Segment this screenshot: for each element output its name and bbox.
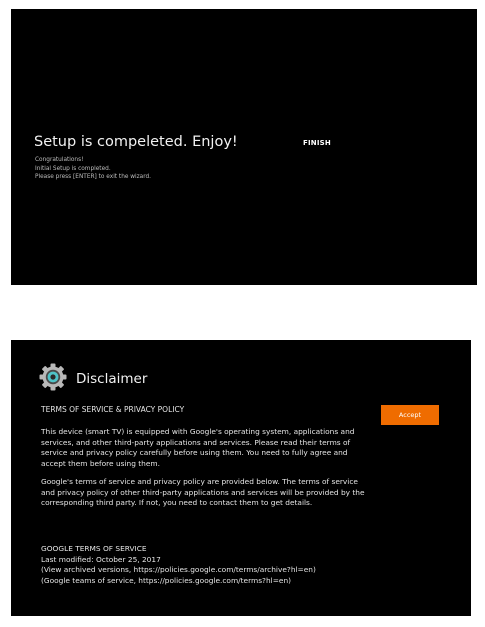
disclaimer-screen (11, 340, 471, 616)
terms-header: TERMS OF SERVICE & PRIVACY POLICY (41, 405, 185, 414)
disclaimer-paragraph-policies: Google's terms of service and privacy policy are provided below. The terms of service and privacy policy of other third-party applications and services will be provided by the corresponding third party. If not, you need to contact them to get details. (41, 477, 365, 508)
gear-icon (38, 362, 68, 392)
setup-complete-screen (11, 9, 477, 285)
disclaimer-paragraph-device: This device (smart TV) is equipped with Google's operating system, applications and services, and other third-party applications and services. Please read their terms of service and privacy policy carefully before using them. You need to fully agree and accept them before using them. (41, 427, 355, 468)
setup-message (35, 156, 151, 182)
last-modified: Last modified: October 25, 2017 (41, 554, 161, 564)
accept-button[interactable]: Accept (381, 405, 439, 425)
google-terms-heading: GOOGLE TERMS OF SERVICE (41, 544, 147, 553)
setup-line-instructions: Please press [ENTER] to exit the wizard. (35, 174, 152, 181)
setup-line-congratulations: Congratulations! (35, 157, 84, 163)
disclaimer-title: Disclaimer (76, 371, 148, 387)
setup-title: Setup is compeleted. Enjoy! (34, 134, 238, 150)
terms-link: (Google teams of service, https://policies.google.com/terms?hl=en) (41, 575, 292, 585)
archived-versions-link: (View archived versions, https://policies.google.com/terms/archive?hl=en) (41, 565, 316, 575)
google-terms-block (41, 544, 316, 586)
finish-button[interactable]: FINISH (303, 139, 331, 147)
setup-line-completed: Initial Setup is completed. (35, 165, 111, 172)
